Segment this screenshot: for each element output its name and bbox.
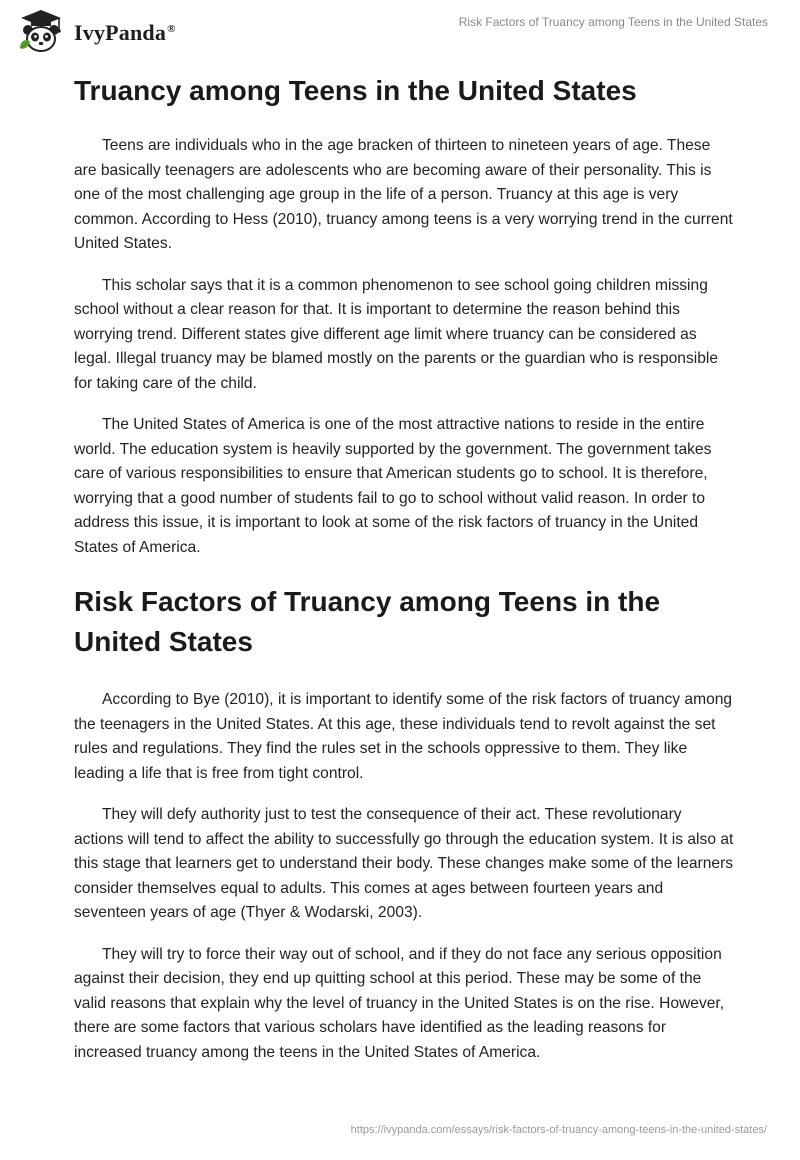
paragraph: According to Bye (2010), it is important to identify some of the risk factors of truancy among the teenagers in the United States. At this age, these individuals tend to revolt against the set rules and regulations. They find the rules set in the schools oppressive to them. They like leading a life that is free from tight control.: [74, 691, 733, 782]
source-url-link[interactable]: https://ivypanda.com/essays/risk-factors-of-truancy-among-teens-in-the-united-states/: [350, 1124, 767, 1136]
paragraph: They will defy authority just to test the consequence of their act. These revolutionary actions will tend to affect the ability to successfully go through the education system. It is also at this stage that learners get to understand their body. These changes make some of the learners consider themselves equal to adults. This comes at ages between fourteen years and seventeen years of age (Thyer & Wodarski, 2003).: [74, 806, 734, 921]
paragraph: Teens are individuals who in the age bracken of thirteen to nineteen years of age. These are basically teenagers are adolescents who are becoming aware of their personality. This is one of the most challenging age group in the life of a person. Truancy at this age is very common. According to Hess (2010), truancy among teens is a very worrying trend in the current United States.: [74, 137, 733, 252]
panda-graduate-icon: [16, 8, 66, 54]
section-risk-factors: [74, 582, 734, 1065]
section-heading: Risk Factors of Truancy among Teens in the United States: [74, 586, 661, 657]
paragraph: The United States of America is one of the most attractive nations to reside in the entire world. The education system is heavily supported by the government. The government takes care of various responsibilities to ensure that American students go to school. It is therefore, worrying that a good number of students fail to go to school without valid reason. In order to address this issue, it is important to look at some of the risk factors of truancy in the United States of America.: [74, 416, 712, 556]
paragraph: They will try to force their way out of school, and if they do not face any serious opposition against their decision, they end up quitting school at this period. These may be some of the valid reasons that explain why the level of truancy in the United States is on the rise. However, there are some factors that various scholars have identified as the leading reasons for increased truancy among the teens in the United States of America.: [74, 945, 725, 1061]
page-header: [0, 0, 800, 62]
brand-name: IvyPanda®: [74, 20, 176, 45]
section-truancy-among-teens: [74, 72, 734, 560]
section-heading: Truancy among Teens in the United States: [74, 75, 637, 106]
essay-body: [74, 72, 734, 1082]
paragraph: This scholar says that it is a common phenomenon to see school going children missing school without a clear reason for that. It is important to determine the reason behind this worrying trend. Different states give different age limit where truancy can be considered as legal. Illegal truancy may be blamed mostly on the parents or the guardian who is responsible for taking care of the child.: [74, 276, 719, 392]
header-document-title: Risk Factors of Truancy among Teens in the United States: [458, 15, 768, 29]
ivypanda-logo[interactable]: [16, 8, 176, 54]
